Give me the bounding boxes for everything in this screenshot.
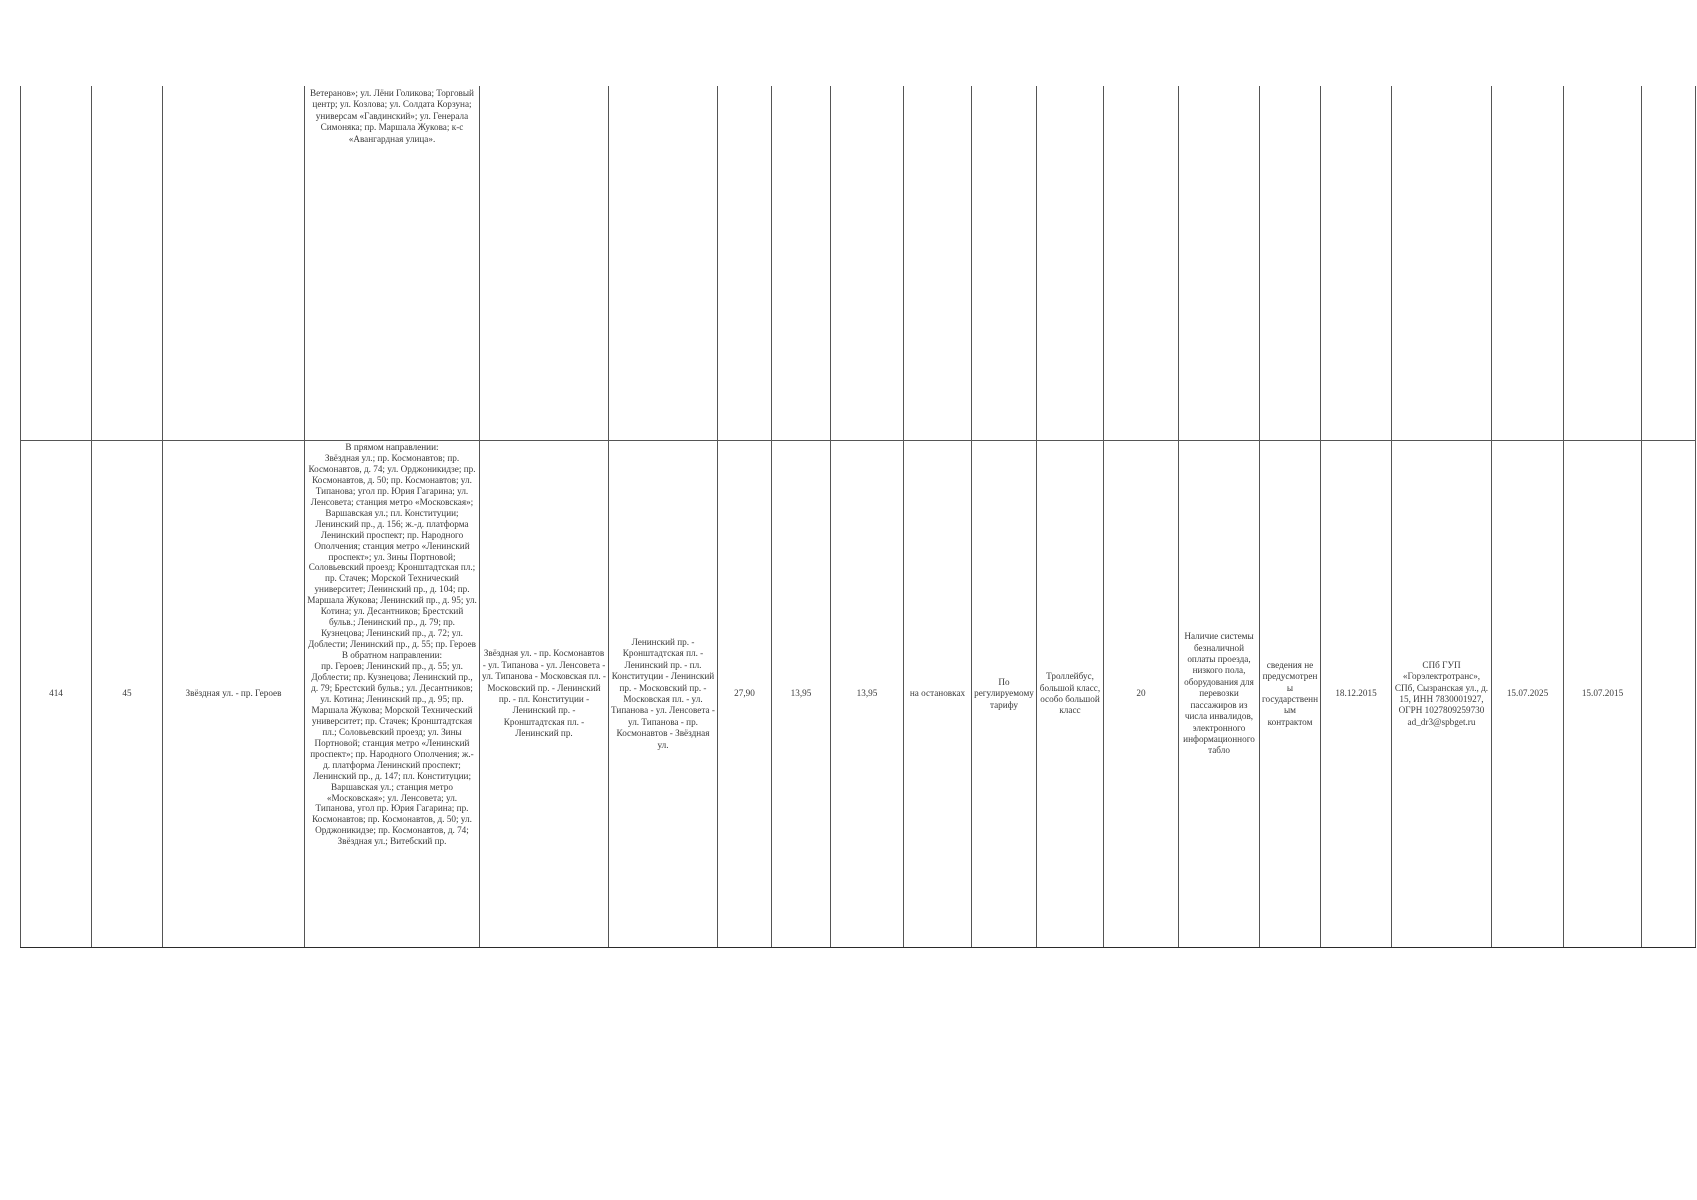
cell-empty <box>609 86 718 441</box>
cell-empty <box>972 86 1037 441</box>
cell-reg-number: 414 <box>21 441 92 948</box>
stops-continued-text: Ветеранов»; ул. Лёни Голикова; Торговый центр; ул. Козлова; ул. Солдата Корзуна; универсам «Гавдинский»; ул. Генерала Симоняка; пр. Маршала Жукова; к-с «Авангардная улица». <box>310 88 474 144</box>
cell-stops <box>305 441 480 948</box>
cell-empty <box>21 86 92 441</box>
cell-empty <box>1492 86 1564 441</box>
cell-empty <box>1642 86 1696 441</box>
cell-empty <box>772 86 831 441</box>
cell-empty <box>1321 86 1392 441</box>
cell-route-name: Звёздная ул. - пр. Героев <box>163 441 305 948</box>
cell-empty <box>92 86 163 441</box>
cell-empty <box>1104 86 1179 441</box>
cell-empty <box>1392 86 1492 441</box>
cell-empty <box>718 86 772 441</box>
cell-route-number: 45 <box>92 441 163 948</box>
cell-vehicle-class: Троллейбус, большой класс, особо большой класс <box>1037 441 1104 948</box>
cell-empty <box>1260 86 1321 441</box>
cell-length-total: 27,90 <box>718 441 772 948</box>
cell-contract-info: сведения не предусмотрены государственным контрактом <box>1260 441 1321 948</box>
cell-streets-backward: Ленинский пр. - Кронштадтская пл. - Ленинский пр. - пл. Конституции - Ленинский пр. - Московский пр. - Московская пл. - ул. Типанова - ул. Ленсовета - ул. Типанова - пр. Космонавтов - Звёздная ул. <box>609 441 718 948</box>
cell-empty <box>831 86 904 441</box>
cell-length-backward: 13,95 <box>831 441 904 948</box>
cell-empty <box>163 86 305 441</box>
cell-length-forward: 13,95 <box>772 441 831 948</box>
cell-start-date: 18.12.2015 <box>1321 441 1392 948</box>
cell-boarding: на остановках <box>904 441 972 948</box>
cell-date-a: 15.07.2025 <box>1492 441 1564 948</box>
cell-empty <box>904 86 972 441</box>
cell-vehicle-features: Наличие системы безналичной оплаты проезда, низкого пола, оборудования для перевозки пассажиров из числа инвалидов, электронного информационного табло <box>1179 441 1260 948</box>
cell-vehicle-count: 20 <box>1104 441 1179 948</box>
cell-empty <box>1179 86 1260 441</box>
route-registry-table <box>20 86 1696 948</box>
cell-stops-continued <box>305 86 480 441</box>
table-row-continued <box>21 86 1696 441</box>
cell-streets-forward: Звёздная ул. - пр. Космонавтов - ул. Типанова - ул. Ленсовета - ул. Типанова - Московская пл. - Московский пр. - Ленинский пр. - пл. Конституции - Ленинский пр. - Кронштадтская пл. - Ленинский пр. <box>480 441 609 948</box>
table-row-route-414 <box>21 441 1696 948</box>
cell-empty <box>1037 86 1104 441</box>
cell-tariff: По регулируемому тарифу <box>972 441 1037 948</box>
stops-text: В прямом направлении: Звёздная ул.; пр. Космонавтов; пр. Космонавтов, д. 74; ул. Орджоникидзе; пр. Космонавтов, д. 50; пр. Космонавтов; ул. Типанова; угол пр. Юрия Гагарина; ул. Ленсовета; станция метро «Московская»; Варшавская ул.; пл. Конституции; Ленинский пр., д. 156; ж.-д. платформа Ленинский проспект; пр. Народного Ополчения; станция метро «Ленинский проспект»; ул. Зины Портновой; Соловьевский проезд; Кронштадтская пл.; пр. Стачек; Морской Технический университет; Ленинский пр., д. 104; пр. Маршала Жукова; Ленинский пр., д. 95; ул. Котина; ул. Десантников; Брестский бульв.; Ленинский пр., д. 79; пр. Кузнецова; Ленинский пр., д. 72; ул. Доблести; Ленинский пр., д. 55; пр. Героев В обратном направлении: пр. Героев; Ленинский пр., д. 55; ул. Доблести; пр. Кузнецова; Ленинский пр., д. 79; Брестский бульв.; ул. Десантников; ул. Котина; Ленинский пр., д. 95; пр. Маршала Жукова; Морской Технический университет; пр. Стачек; Кронштадтская пл.; Соловьевский проезд; ул. Зины Портновой; станция метро «Ленинский проспект»; пр. Народного Ополчения; ж.-д. платформа Ленинский проспект; Ленинский пр., д. 147; пл. Конституции; Варшавская ул.; станция метро «Московская»; ул. Ленсовета; ул. Типанова, угол пр. Юрия Гагарина; пр. Космонавтов; пр. Космонавтов, д. 50; ул. Орджоникидзе; пр. Космонавтов, д. 74; Звёздная ул.; Витебский пр. <box>307 442 477 847</box>
cell-empty <box>1564 86 1642 441</box>
cell-carrier: СПб ГУП «Горэлектротранс», СПб, Сызранская ул., д. 15, ИНН 7830001927, ОГРН 1027809259730 ad_dr3@spbget.ru <box>1392 441 1492 948</box>
cell-date-b: 15.07.2015 <box>1564 441 1642 948</box>
cell-extra <box>1642 441 1696 948</box>
cell-empty <box>480 86 609 441</box>
